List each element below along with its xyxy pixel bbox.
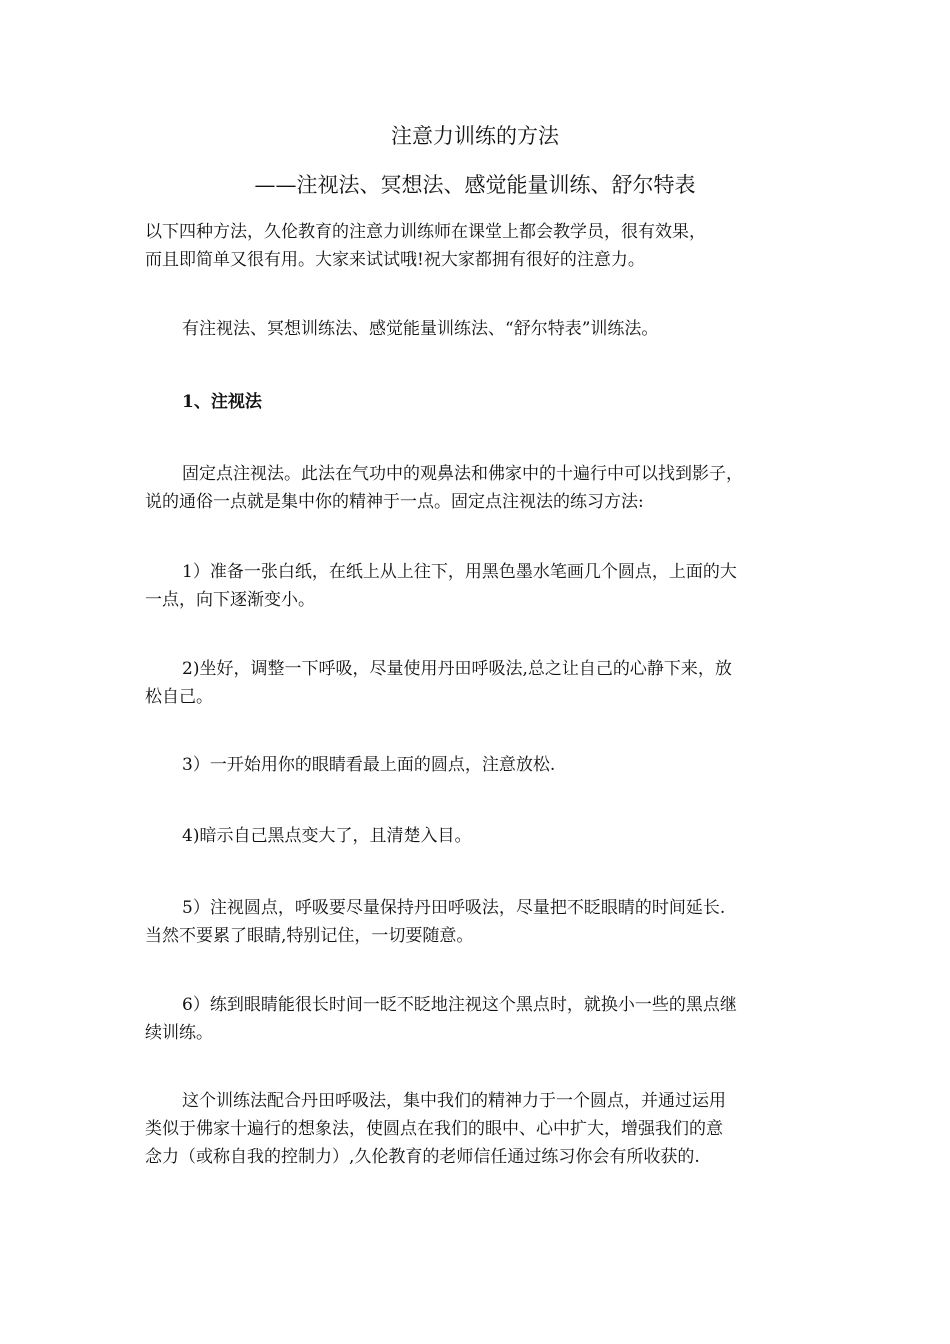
section-heading <box>145 388 809 416</box>
section-intro-paragraph <box>145 460 809 516</box>
text-line: 类似于佛家十遍行的想象法，使圆点在我们的眼中、心中扩大，增强我们的意 <box>145 1119 723 1139</box>
text-line: 一点，向下逐渐变小。 <box>145 590 315 610</box>
text-line: 4)暗示自己黑点变大了，且清楚入目。 <box>182 826 472 846</box>
text-line: 以下四种方法，久伦教育的注意力训练师在课堂上都会教学员，很有效果， <box>145 222 706 242</box>
text-line: 松自己。 <box>145 687 213 707</box>
step-5 <box>145 894 809 950</box>
intro-paragraph <box>145 218 809 274</box>
text-line: 说的通俗一点就是集中你的精神于一点。固定点注视法的练习方法: <box>145 492 644 512</box>
step-6 <box>145 991 809 1047</box>
page-title: 注意力训练的方法 <box>391 124 559 148</box>
text-line: 而且即简单又很有用。大家来试试哦!祝大家都拥有很好的注意力。 <box>145 250 645 270</box>
methods-list-paragraph <box>145 315 809 343</box>
step-2 <box>145 655 809 711</box>
text-line: 固定点注视法。此法在气功中的观鼻法和佛家中的十遍行中可以找到影子， <box>182 464 743 484</box>
text-line: 当然不要累了眼睛,特别记住，一切要随意。 <box>145 926 474 946</box>
text-line: 念力（或称自我的控制力）,久伦教育的老师信任通过练习你会有所收获的. <box>145 1147 700 1167</box>
step-1 <box>145 558 809 614</box>
text-line: 续训练。 <box>145 1023 213 1043</box>
text-line: 6）练到眼睛能很长时间一眨不眨地注视这个黑点时，就换小一些的黑点继 <box>182 995 737 1015</box>
text-line: 有注视法、冥想训练法、感觉能量训练法、“舒尔特表”训练法。 <box>182 319 659 339</box>
text-line: 这个训练法配合丹田呼吸法，集中我们的精神力于一个圆点，并通过运用 <box>182 1091 726 1111</box>
page-subtitle: ——注视法、冥想法、感觉能量训练、舒尔特表 <box>254 173 696 197</box>
section-heading-text: 1、注视法 <box>182 392 262 412</box>
summary-paragraph <box>145 1087 809 1171</box>
step-3 <box>145 751 809 779</box>
text-line: 2)坐好，调整一下呼吸，尽量使用丹田呼吸法,总之让自己的心静下来，放 <box>182 659 732 679</box>
text-line: 5）注视圆点，呼吸要尽量保持丹田呼吸法，尽量把不眨眼睛的时间延长. <box>182 898 726 918</box>
step-4 <box>145 822 809 850</box>
text-line: 3）一开始用你的眼睛看最上面的圆点，注意放松. <box>182 755 556 775</box>
text-line: 1）准备一张白纸，在纸上从上往下，用黑色墨水笔画几个圆点，上面的大 <box>182 562 737 582</box>
